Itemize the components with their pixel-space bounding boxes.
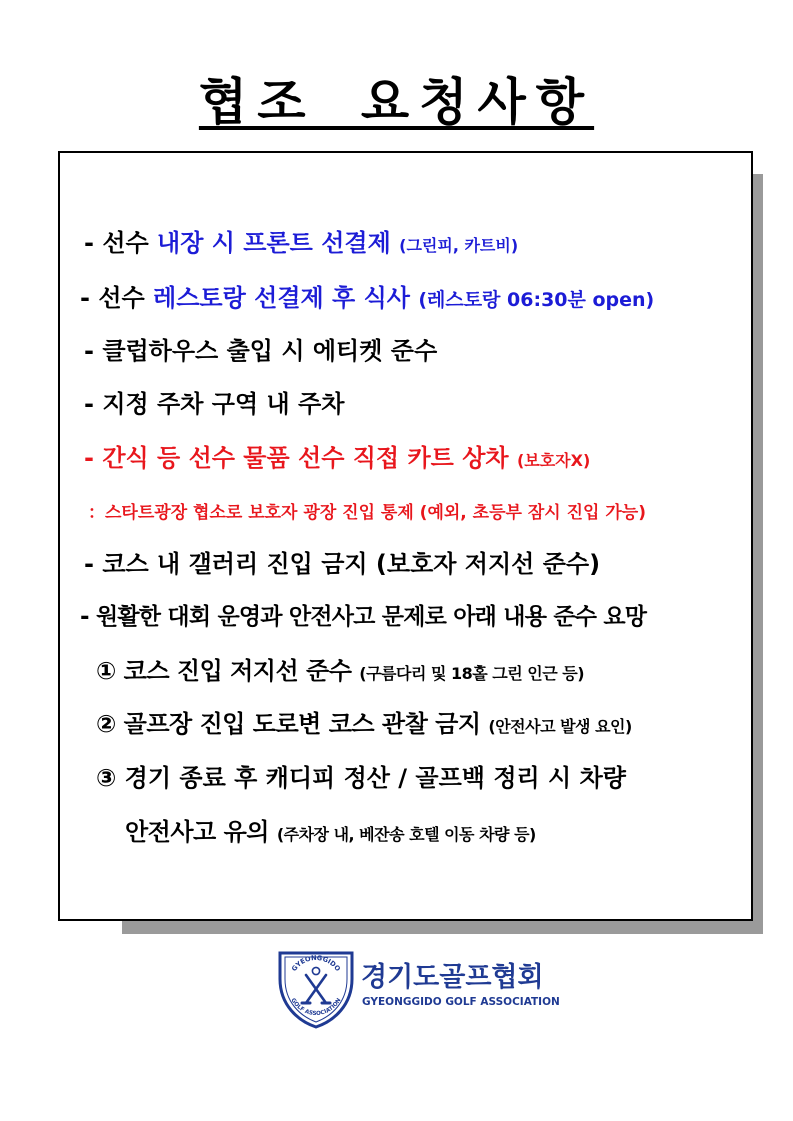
line-text: 안전사고 유의 (125, 818, 269, 846)
line-highlight: 내장 시 프론트 선결제 (157, 229, 391, 257)
notice-line-snacks (84, 442, 590, 477)
association-logo (277, 949, 567, 1029)
notice-line-prefront-payment (84, 227, 518, 262)
line-text: ③ 경기 종료 후 캐디피 정산 / 골프백 정리 시 차량 (96, 764, 626, 792)
page-title: 협조 요청사항 (198, 73, 595, 131)
line-note: (보호자X) (516, 451, 591, 470)
line-text: - 코스 내 갤러리 진입 금지 (보호자 저지선 준수) (84, 550, 601, 578)
association-name-english: GYEONGGIDO GOLF ASSOCIATION (362, 996, 560, 1008)
line-note: (주차장 내, 베잔송 호텔 이동 차량 등) (276, 825, 536, 844)
line-text: - 간식 등 선수 물품 선수 직접 카트 상차 (84, 444, 509, 472)
notice-line-parking (84, 388, 344, 420)
line-text: ② 골프장 진입 도로변 코스 관찰 금지 (96, 710, 481, 738)
line-highlight: 레스토랑 선결제 후 식사 (153, 284, 410, 312)
notice-line-clubhouse (84, 335, 437, 367)
notice-line-start-plaza (88, 500, 646, 526)
line-text: - 클럽하우스 출입 시 에티켓 준수 (84, 337, 438, 365)
line-note: (그린피, 카트비) (399, 236, 519, 255)
line-text: - 원활한 대회 운영과 안전사고 문제로 아래 내용 준수 요망 (80, 604, 647, 630)
notice-line-item-3-cont (125, 816, 536, 851)
line-prefix: - 선수 (80, 284, 154, 312)
notice-line-item-3 (96, 762, 626, 794)
svg-text:GYEONGGIDO: GYEONGGIDO (290, 953, 342, 973)
notice-line-item-2 (96, 708, 632, 743)
association-name: 경기도골프협회 (361, 962, 544, 993)
notice-line-item-1 (96, 655, 584, 690)
notice-line-safety (80, 601, 646, 633)
line-text: ：스타트광장 협소로 보호자 광장 진입 통제 (예외, 초등부 잠시 진입 가능) (88, 503, 646, 523)
line-text: - 지정 주차 구역 내 주차 (84, 390, 345, 418)
notice-line-restaurant (80, 282, 654, 316)
notice-line-gallery (84, 548, 600, 580)
notice-box (58, 151, 753, 921)
line-note: (구름다리 및 18홀 그린 인근 등) (359, 664, 585, 683)
golf-shield-icon (277, 949, 355, 1029)
line-note: (레스토랑 06:30분 open) (418, 289, 655, 311)
line-text: ① 코스 진입 저지선 준수 (96, 657, 352, 685)
svg-text:GOLF ASSOCIATION: GOLF ASSOCIATION (289, 997, 343, 1018)
line-prefix: - 선수 (84, 229, 158, 257)
line-note: (안전사고 발생 요인) (488, 717, 632, 736)
